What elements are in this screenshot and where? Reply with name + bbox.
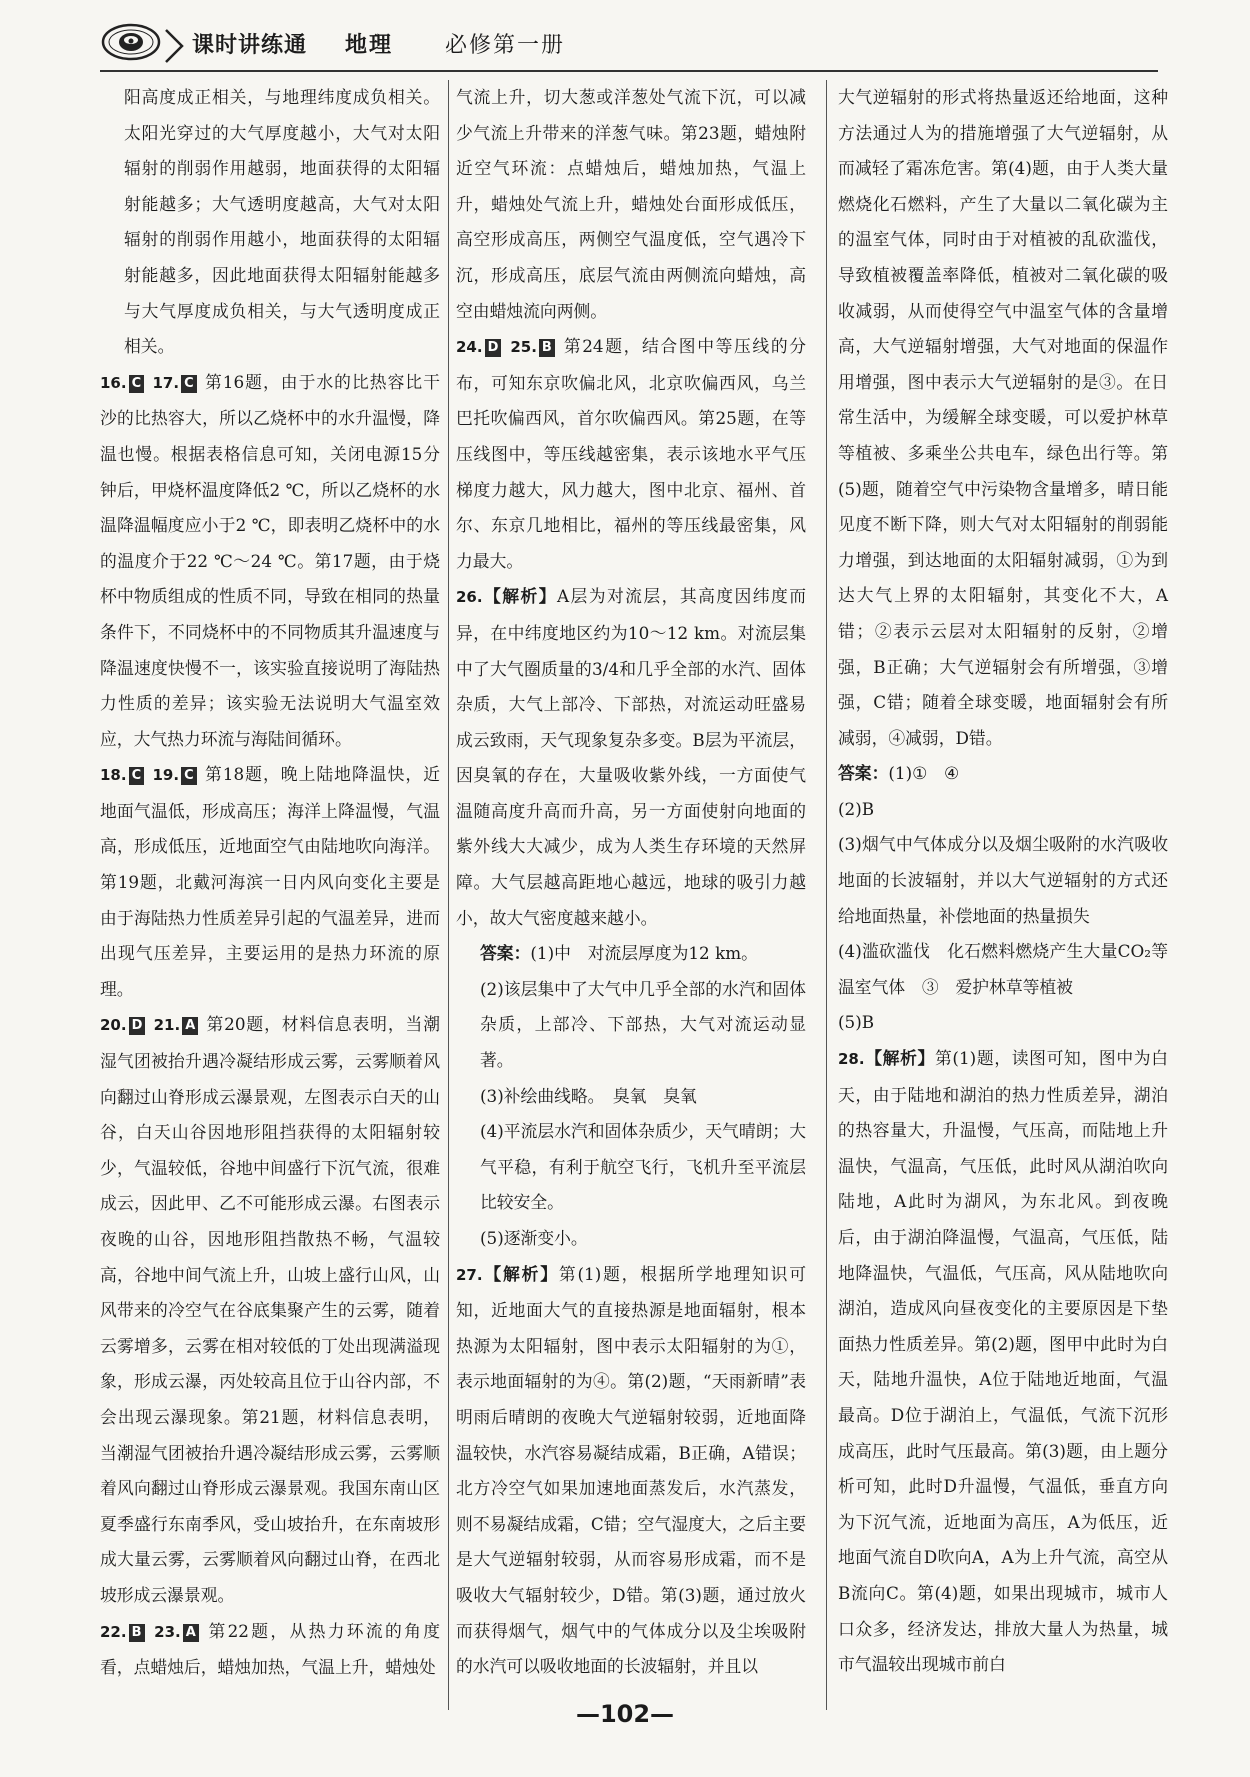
publisher-logo-icon [100,22,162,62]
explanation-text: 第(1)题，根据所学地理知识可知，近地面大气的直接热源是地面辐射，根本热源为太阳辐射，图中表示太阳辐射的为①，表示地面辐射的为④。第(2)题，“天雨新晴”表明雨后晴朗的夜晚大气逆辐射较弱，近地面降温较快，水汽容易凝结成霜，B正确，A错误；北方冷空气如果加速地面蒸发后，水汽蒸发，则不易凝结成霜，C错；空气湿度大，之后主要是大气逆辐射较弱，从而容易形成霜，而不是吸收大气辐射较少，D错。第(3)题，通过放火而获得烟气，烟气中的气体成分以及尘埃吸附的水汽可以吸收地面的长波辐射，并且以 [456,1263,806,1677]
page-header [100,22,1160,74]
question-number: 16. [100,373,127,392]
answer-text: (1)中 对流层厚度为12 km。 [530,943,758,964]
answer-item [100,1007,440,1613]
explanation-text: 第22题，从热力环流的角度看，点蜡烛后，蜡烛加热，气温上升，蜡烛处 [100,1620,441,1678]
question-number: 24. [456,338,483,357]
analysis-tag: 【解析】 [482,1263,559,1284]
column-2 [456,80,806,1680]
answer-badge: D [129,1017,146,1035]
explanation-text: 第24题，结合图中等压线的分布，可知东京吹偏北风，北京吹偏西风，乌兰巴托吹偏西风，首尔吹偏西风。第25题，在等压线图中，等压线越密集，表示该地水平气压梯度力越大，风力越大，图中北京、福州、首尔、东京几地相比，福州的等压线最密集，风力最大。 [456,336,807,571]
answer-line: (2)B [838,798,875,819]
volume-title: 必修第一册 [445,33,566,58]
question-number: 27. [456,1265,483,1284]
answer-line: (3)补绘曲线略。 臭氧 臭氧 [480,1085,697,1106]
series-title: 课时讲练通 [192,33,308,58]
explanation-text: A层为对流层，其高度因纬度而异，在中纬度地区约为10～12 km。对流层集中了大气圈质量的3/4和几乎全部的水汽、固体杂质，大气上部冷、下部热，对流运动旺盛易成云致雨，天气现象复杂多变。B层为平流层，因臭氧的存在，大量吸收紫外线，一方面使气温随高度升高而升高，另一方面使射向地面的紫外线大大减少，成为人类生存环境的天然屏障。大气层越高距地心越远，地球的吸引力越小，故大气密度越来越小。 [456,586,806,928]
answer-line: (4)平流层水汽和固体杂质少，天气晴朗；大气平稳，有利于航空飞行，飞机升至平流层比较安全。 [480,1121,806,1213]
column-1 [100,80,440,1680]
answer-badge: D [485,339,502,357]
question-number: 26. [456,588,483,607]
answer-item [456,1257,806,1685]
answer-item [456,329,806,579]
explanation-text: 第20题，材料信息表明，当潮湿气团被抬升遇冷凝结形成云雾，云雾顺着风向翻过山脊形成云瀑景观，左图表示白天的山谷，白天山谷因地形阻挡获得的太阳辐射较少，气温较低，谷地中间盛行下沉气流，很难成云，因此甲、乙不可能形成云瀑。右图表示夜晚的山谷，因地形阻挡散热不畅，气温较高，谷地中间气流上升，山坡上盛行山风，山风带来的冷空气在谷底集聚产生的云雾，随着云雾增多，云雾在相对较低的丁处出现满溢现象，形成云瀑，丙处较高且位于山谷内部，不会出现云瀑现象。第21题，材料信息表明，当潮湿气团被抬升遇冷凝结形成云雾，云雾顺着风向翻过山脊形成云瀑景观。我国东南山区夏季盛行东南季风，受山坡抬升，在东南坡形成大量云雾，云雾顺着风向翻过山脊，在西北坡形成云瀑景观。 [100,1014,440,1605]
column-divider [448,80,449,1710]
subject-title: 地理 [345,33,394,58]
question-number: 17. [152,373,180,392]
answer-line: (5)逐渐变小。 [480,1228,588,1248]
question-number: 20. [100,1016,127,1035]
answer-line [456,936,806,972]
answer-line: (4)滥砍滥伐 化石燃料燃烧产生大量CO₂等温室气体 ③ 爱护林草等植被 [838,941,1168,997]
explanation-text: 第16题，由于水的比热容比干沙的比热容大，所以乙烧杯中的水升温慢，降温也慢。根据表格信息可知，关闭电源15分钟后，甲烧杯温度降低2 ℃，所以乙烧杯的水温降温幅度应小于2 ℃，即表明乙烧杯中的水的温度介于22 ℃～24 ℃。第17题，由于烧杯中物质组成的性质不同，导致在相同的热量条件下，不同烧杯中的不同物质其升温速度与降温速度快慢不一，该实验直接说明了海陆热力性质的差异；该实验无法说明大气温室效应，大气热力环流与海陆间循环。 [100,371,440,749]
question-number: 25. [510,338,537,357]
answer-line: (2)该层集中了大气中几乎全部的水汽和固体杂质，上部冷、下部热，大气对流运动显著。 [480,978,806,1071]
answer-label: 答案： [838,763,889,784]
answer-item [100,757,440,1007]
answer-badge: C [181,375,197,393]
page-number: —102— [575,1700,675,1728]
answer-line: (5)B [838,1012,875,1033]
question-number: 22. [100,1622,127,1641]
question-number: 21. [153,1016,181,1035]
paragraph: 气流上升，切大葱或洋葱处气流下沉，可以减少气流上升带来的洋葱气味。第23题，蜡烛附近空气环流：点蜡烛后，蜡烛加热，气温上升，蜡烛处气流上升，蜡烛处台面形成低压，高空形成高压，两侧空气温度低，空气遇冷下沉，形成高压，底层气流由两侧流向蜡烛，高空由蜡烛流向两侧。 [456,87,806,321]
answer-item [456,579,806,936]
answer-item [100,365,440,758]
paragraph: 大气逆辐射的形式将热量返还给地面，这种方法通过人为的措施增强了大气逆辐射，从而减轻了霜冻危害。第(4)题，由于人类大量燃烧化石燃料，产生了大量以二氧化碳为主的温室气体，同时由于对植被的乱砍滥伐，导致植被覆盖率降低，植被对二氧化碳的吸收减弱，从而使得空气中温室气体的含量增高，大气逆辐射增强，大气对地面的保温作用增强，图中表示大气逆辐射的是③。在日常生活中，为缓解全球变暖，可以爱护林草等植被、多乘坐公共电车，绿色出行等。第(5)题，随着空气中污染物含量增多，晴日能见度不断下降，则大气对太阳辐射的削弱能力增强，到达地面的太阳辐射减弱，①为到达大气上界的太阳辐射，其变化不大，A错；②表示云层对太阳辐射的反射，②增强，B正确；大气逆辐射会有所增强，③增强，C错；随着全球变暖，地面辐射会有所减弱，④减弱，D错。 [838,87,1168,748]
question-number: 18. [100,766,127,785]
answer-label: 答案： [480,943,531,964]
question-number: 19. [152,766,180,785]
analysis-tag: 【解析】 [482,586,557,607]
chevron-right-icon [160,26,190,66]
answer-badge: B [539,339,555,357]
analysis-tag: 【解析】 [864,1048,935,1069]
answer-item [838,1041,1168,1683]
answer-line: (3)烟气中气体成分以及烟尘吸附的水汽吸收地面的长波辐射，并以大气逆辐射的方式还给地面热量，补偿地面的热量损失 [838,834,1168,926]
answer-badge: B [129,1624,145,1642]
paragraph: 阳高度成正相关，与地理纬度成负相关。太阳光穿过的大气厚度越小，大气对太阳辐射的削弱作用越弱，地面获得的太阳辐射能越多；大气透明度越高，大气对太阳辐射的削弱作用越小，地面获得的太阳辐射能越多，因此地面获得太阳辐射能越多与大气厚度成负相关，与大气透明度成正相关。 [124,87,440,357]
answer-badge: A [183,1624,199,1642]
answer-badge: A [182,1017,198,1035]
answer-badge: C [129,767,145,785]
column-3 [838,80,1168,1680]
answer-badge: C [129,375,145,393]
explanation-text: 第(1)题，读图可知，图中为白天，由于陆地和湖泊的热力性质差异，湖泊的热容量大，升温慢，气压高，而陆地上升温快，气温高，气压低，此时风从湖泊吹向陆地，A此时为湖风，为东北风。到夜晚后，由于湖泊降温慢，气温高，气压低，陆地降温快，气温低，气压高，风从陆地吹向湖泊，造成风向昼夜变化的主要原因是下垫面热力性质差异。第(2)题，图甲中此时为白天，陆地升温快，A位于陆地近地面，气温最高。D位于湖泊上，气温低，气流下沉形成高压，此时气压最高。第(3)题，由上题分析可知，此时D升温慢，气温低，垂直方向为下沉气流，近地面为高压，A为低压，近地面气流自D吹向A，A为上升气流，高空从B流向C。第(4)题，如果出现城市，城市人口众多，经济发达，排放大量人为热量，城市气温较出现城市前白 [838,1048,1168,1675]
answer-badge: C [181,767,197,785]
answer-text: (1)① ④ [888,763,959,784]
column-divider [826,80,827,1710]
question-number: 28. [838,1050,865,1069]
explanation-text: 第18题，晚上陆地降温快，近地面气温低，形成高压；海洋上降温慢，气温高，形成低压，近地面空气由陆地吹向海洋。第19题，北戴河海滨一日内风向变化主要是由于海陆热力性质差异引起的气温差异，进而出现气压差异，主要运用的是热力环流的原理。 [100,764,440,999]
answer-item [100,1614,440,1686]
header-rule [100,70,1158,72]
question-number: 23. [154,1622,181,1641]
answer-line [838,756,1168,792]
